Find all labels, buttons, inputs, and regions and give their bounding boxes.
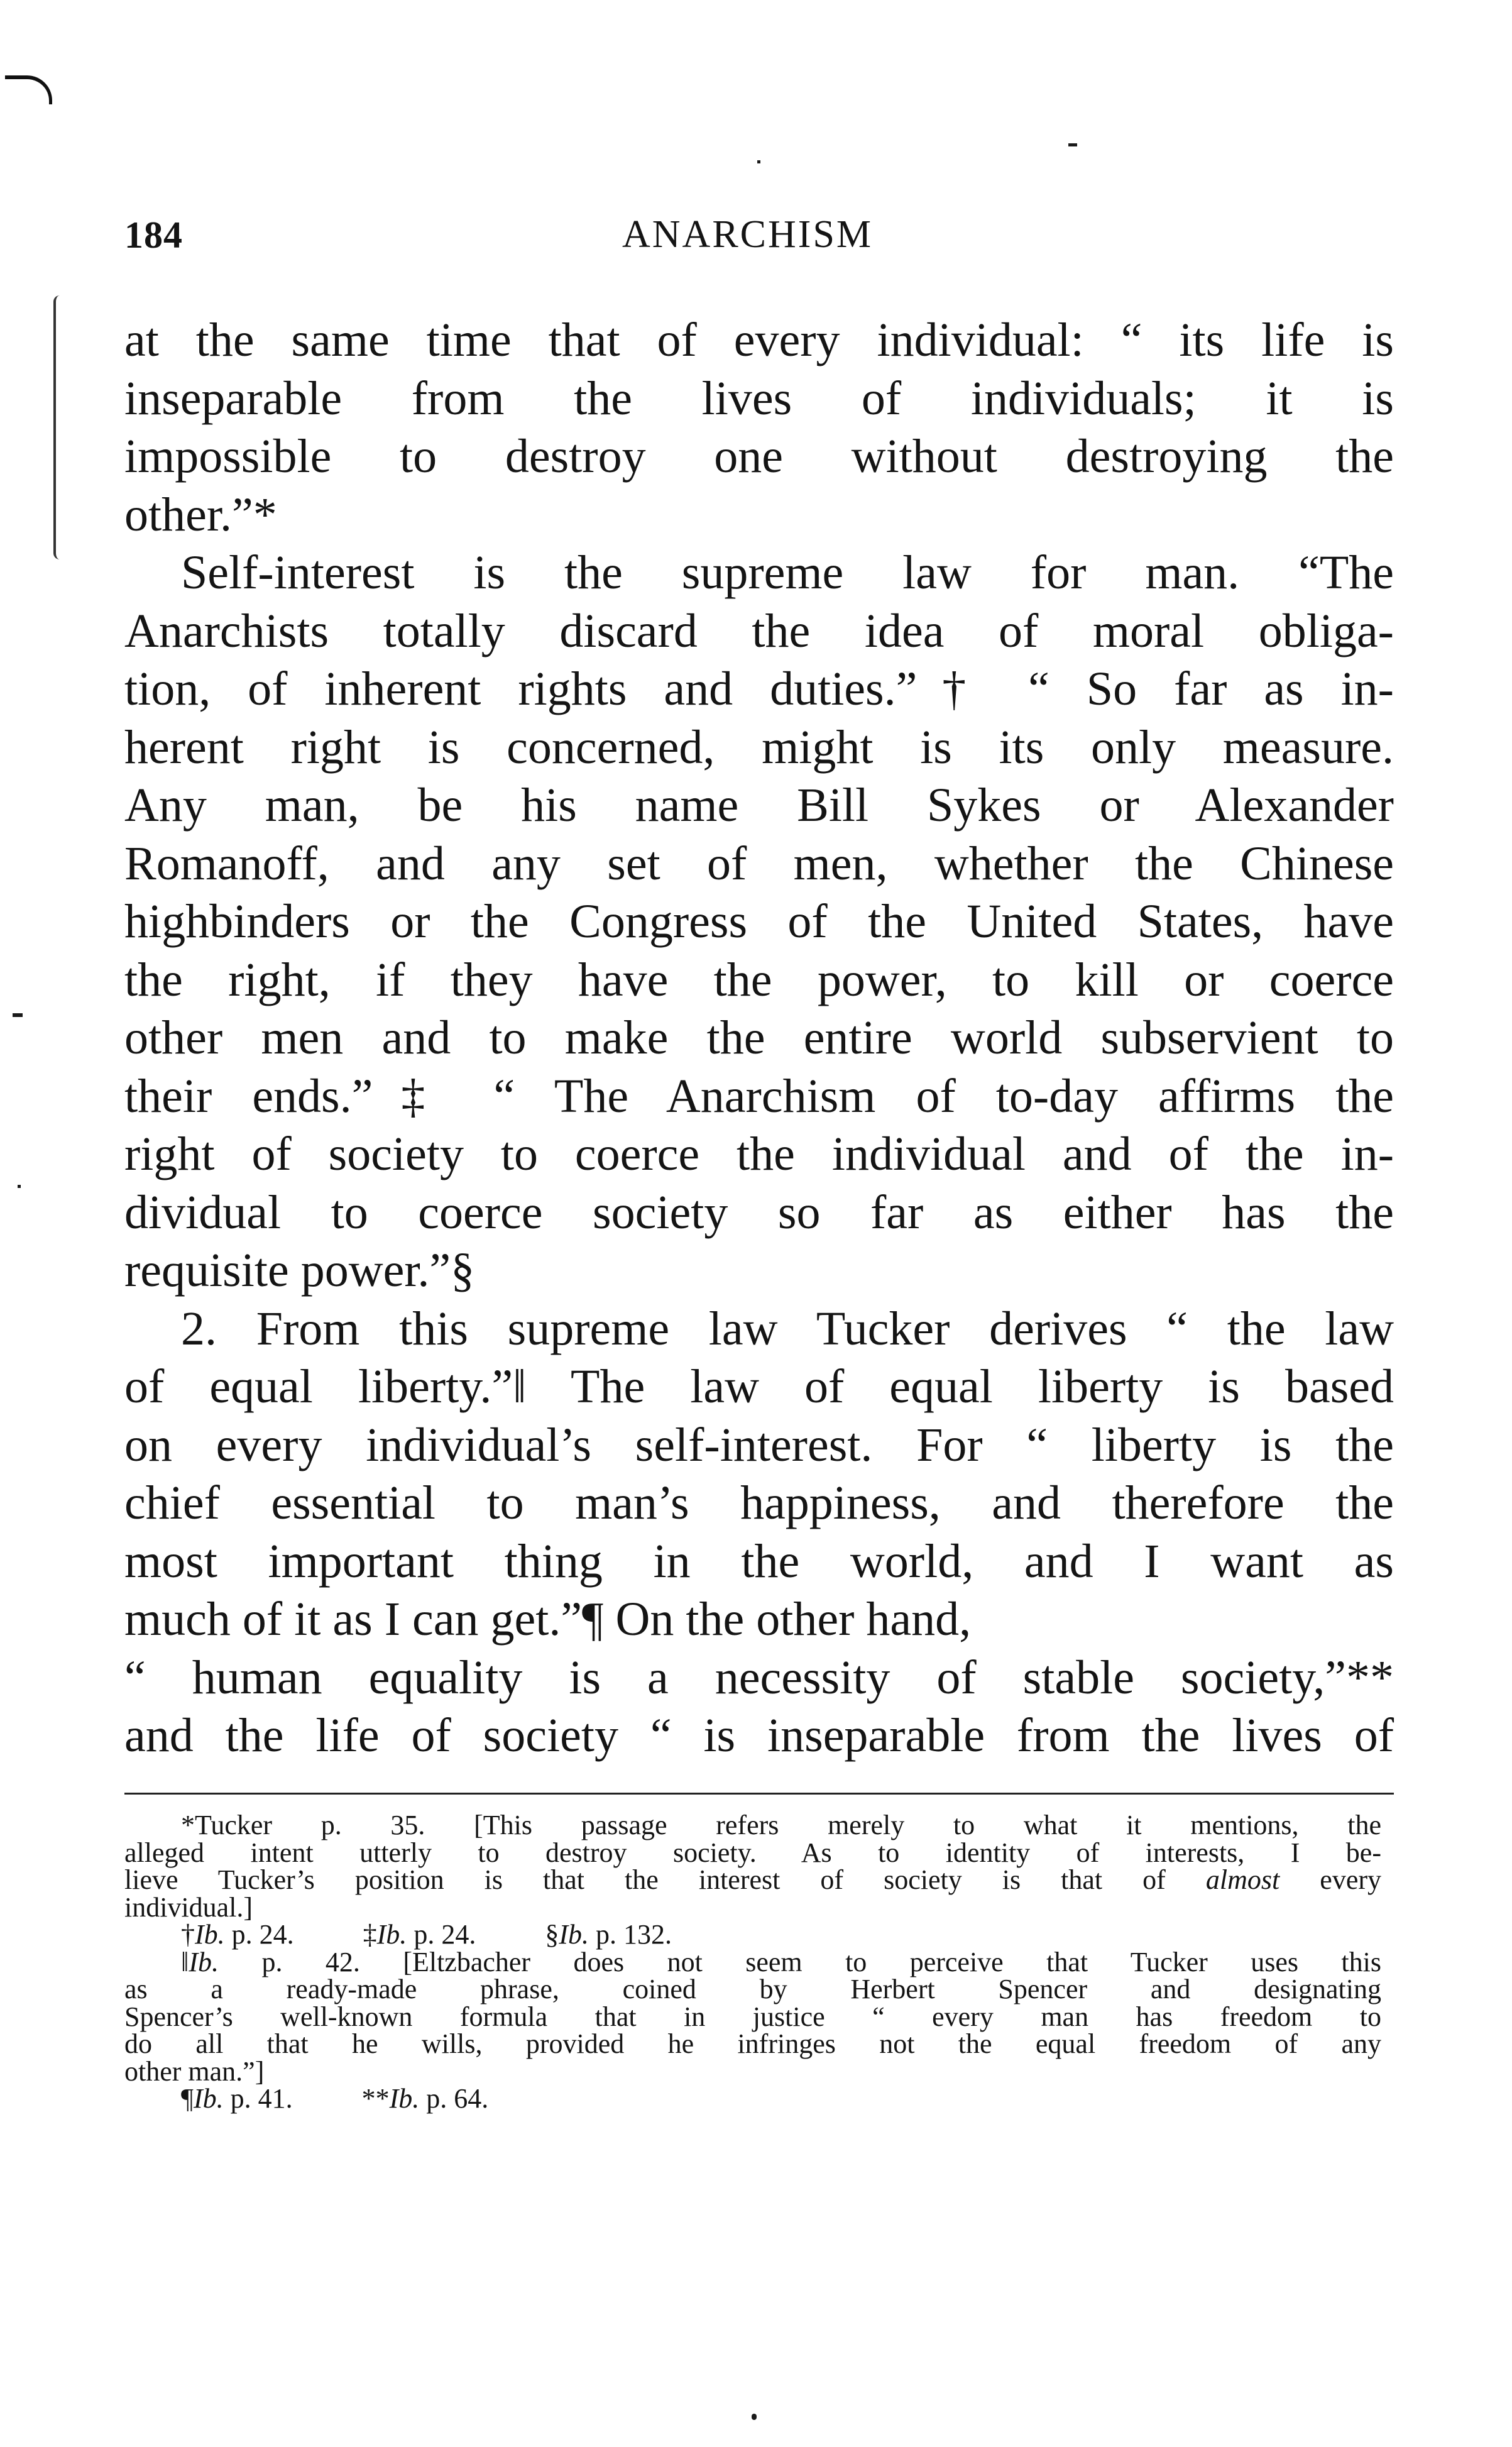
text-line: the right, if they have the power, to kill or coerce <box>124 953 1394 1006</box>
scan-speck <box>752 2414 757 2420</box>
footnotes <box>124 1812 1381 2113</box>
footnote-ibid: Ib. <box>389 2083 420 2114</box>
footnote-line: Spencer’s well-known formula that in justice “ every man has freedom to <box>124 2001 1381 2032</box>
running-head: ANARCHISM <box>622 213 874 256</box>
footnote-text: p. 64. <box>426 2083 489 2114</box>
footnote-ibid: Ib. <box>559 1919 589 1950</box>
footnote-line: alleged intent utterly to destroy society. As to identity of interests, I be- <box>124 1837 1381 1868</box>
scan-speck <box>757 160 760 163</box>
footnote-text: p. 132. <box>595 1919 672 1950</box>
scan-corner-mark <box>5 75 52 104</box>
body-text <box>124 311 1394 1765</box>
text-line: impossible to destroy one without destroying the <box>124 430 1394 483</box>
text-line: “ human equality is a necessity of stable society,”** <box>124 1651 1394 1704</box>
footnote-line: as a ready-made phrase, coined by Herbert Spencer and designating <box>124 1974 1381 2004</box>
footnote-mark: ** <box>361 2083 390 2114</box>
scan-speck <box>13 1013 23 1017</box>
footnote-mark: ‖ <box>181 1946 189 1977</box>
footnote-mark: ‡ <box>363 1919 377 1950</box>
footnote-text: every <box>1320 1864 1382 1895</box>
text-line: chief essential to man’s happiness, and therefore the <box>124 1476 1394 1529</box>
text-line: right of society to coerce the individual and of the in- <box>124 1128 1394 1180</box>
text-line: much of it as I can get.”¶ On the other hand, <box>124 1593 972 1646</box>
footnote-text: p. 42. [Eltzbacher does not seem to perceive that Tucker uses this <box>261 1946 1382 1977</box>
margin-pencil-mark <box>53 295 67 559</box>
text-line: dividual to coerce society so far as either has the <box>124 1185 1394 1239</box>
text-line: tion, of inherent rights and duties.”† “ So far as in- <box>124 663 1394 715</box>
footnote-line <box>124 1866 1381 1894</box>
text-line: 2. From this supreme law Tucker derives “ the law <box>181 1302 1394 1355</box>
footnote-line <box>124 1946 1382 1977</box>
footnote-ibid: Ib. <box>193 2083 224 2114</box>
footnote-line: individual.] <box>124 1891 253 1923</box>
footnote-text: p. 24. <box>231 1919 294 1950</box>
text-line: Any man, be his name Bill Sykes or Alexander <box>124 779 1394 832</box>
footnote-line: do all that he wills, provided he infringes not the equal freedom of any <box>124 2028 1381 2059</box>
scan-speck <box>18 1185 21 1188</box>
text-line: Romanoff, and any set of men, whether the Chinese <box>124 837 1394 890</box>
text-line: inseparable from the lives of individuals; it is <box>124 371 1394 425</box>
footnote-line <box>124 1921 1381 1949</box>
text-line: other men and to make the entire world subservient to <box>124 1011 1394 1064</box>
text-line: most important thing in the world, and I want as <box>124 1534 1394 1588</box>
footnote-ibid: Ib. <box>376 1919 407 1950</box>
footnote-ibid: Ib. <box>195 1919 225 1950</box>
text-line: herent right is concerned, might is its only measure. <box>124 720 1394 774</box>
footnote-mark: ¶ <box>181 2083 194 2114</box>
text-line: their ends.”‡ “ The Anarchism of to-day affirms the <box>124 1069 1394 1123</box>
footnote-line: other man.”] <box>124 2055 265 2087</box>
text-line: on every individual’s self-interest. For “ liberty is the <box>124 1418 1394 1471</box>
text-line: at the same time that of every individual: “ its life is <box>124 314 1394 366</box>
text-line: requisite power.”§ <box>124 1244 475 1297</box>
text-line: highbinders or the Congress of the United States, have <box>124 895 1394 948</box>
text-line: other.”* <box>124 488 277 541</box>
footnote-text: p. 41. <box>230 2083 293 2114</box>
footnote-ibid: Ib. <box>189 1946 219 1977</box>
text-line: and the life of society “ is inseparable from the lives of <box>124 1709 1394 1762</box>
footnote-mark: § <box>545 1919 559 1950</box>
text-line: Self-interest is the supreme law for man. “The <box>181 546 1394 599</box>
text-line: of equal liberty.”‖ The law of equal liberty is based <box>124 1360 1394 1413</box>
footnote-line: *Tucker p. 35. [This passage refers merely to what it mentions, the <box>181 1810 1381 1840</box>
page-number: 184 <box>124 214 183 256</box>
footnote-text: lieve Tucker’s position is that the interest of society is that of <box>124 1864 1166 1895</box>
footnote-emphasis: almost <box>1205 1864 1280 1895</box>
scan-speck <box>1068 143 1077 146</box>
text-line: Anarchists totally discard the idea of moral obliga- <box>124 604 1394 657</box>
footnote-line <box>124 2085 1381 2113</box>
footnote-mark: † <box>181 1919 195 1950</box>
footnote-rule <box>124 1793 1394 1795</box>
footnote-text: p. 24. <box>414 1919 476 1950</box>
